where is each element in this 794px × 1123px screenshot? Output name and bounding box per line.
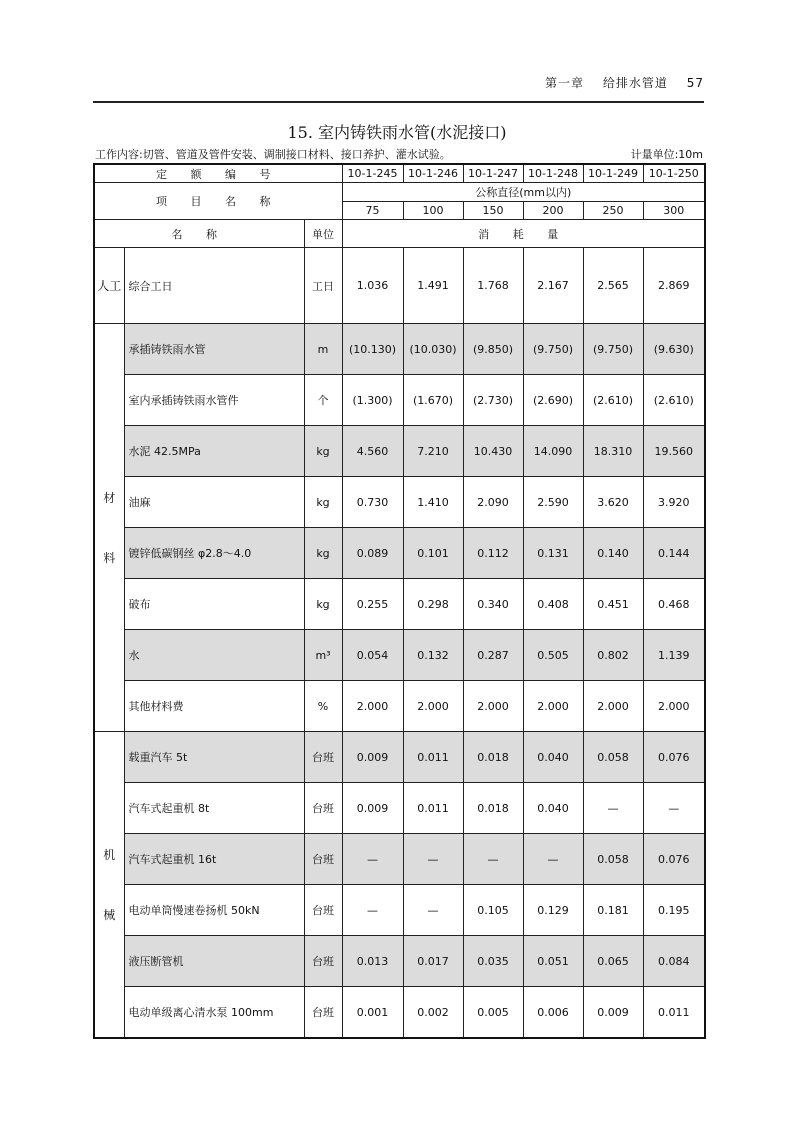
row-value: 0.144 bbox=[643, 528, 705, 579]
table-row bbox=[94, 477, 705, 528]
row-value: 0.255 bbox=[342, 579, 403, 630]
row-value: (9.850) bbox=[463, 324, 523, 375]
row-name: 载重汽车 5t bbox=[124, 732, 304, 783]
item-name-label: 项 目 名 称 bbox=[94, 183, 342, 220]
category-char: 械 bbox=[103, 907, 116, 922]
table-row bbox=[94, 630, 705, 681]
diameter-label: 公称直径(mm以内) bbox=[342, 183, 705, 202]
row-value: 0.006 bbox=[523, 987, 583, 1039]
row-value: (2.610) bbox=[643, 375, 705, 426]
row-value: (9.750) bbox=[583, 324, 643, 375]
row-unit: kg bbox=[304, 528, 342, 579]
row-value: 0.468 bbox=[643, 579, 705, 630]
quota-code: 10-1-249 bbox=[583, 164, 643, 183]
row-value: 0.287 bbox=[463, 630, 523, 681]
row-value: 0.065 bbox=[583, 936, 643, 987]
row-value: (2.610) bbox=[583, 375, 643, 426]
row-value: 0.011 bbox=[403, 732, 463, 783]
row-value: 2.090 bbox=[463, 477, 523, 528]
table-row bbox=[94, 732, 705, 783]
row-value: 2.167 bbox=[523, 248, 583, 324]
row-unit: 台班 bbox=[304, 732, 342, 783]
quota-code: 10-1-250 bbox=[643, 164, 705, 183]
row-name: 室内承插铸铁雨水管件 bbox=[124, 375, 304, 426]
row-value: 19.560 bbox=[643, 426, 705, 477]
row-value: 0.131 bbox=[523, 528, 583, 579]
row-name: 汽车式起重机 16t bbox=[124, 834, 304, 885]
row-name: 综合工日 bbox=[124, 248, 304, 324]
row-value: — bbox=[403, 834, 463, 885]
row-value: 0.802 bbox=[583, 630, 643, 681]
row-unit: % bbox=[304, 681, 342, 732]
table-row bbox=[94, 936, 705, 987]
row-value: 14.090 bbox=[523, 426, 583, 477]
row-name: 承插铸铁雨水管 bbox=[124, 324, 304, 375]
row-unit: 个 bbox=[304, 375, 342, 426]
row-value: — bbox=[643, 783, 705, 834]
row-value: 1.491 bbox=[403, 248, 463, 324]
row-value: 2.000 bbox=[583, 681, 643, 732]
row-value: 0.002 bbox=[403, 987, 463, 1039]
row-value: 0.001 bbox=[342, 987, 403, 1039]
row-value: (10.030) bbox=[403, 324, 463, 375]
row-value: 0.076 bbox=[643, 834, 705, 885]
row-value: (10.130) bbox=[342, 324, 403, 375]
row-value: 0.129 bbox=[523, 885, 583, 936]
row-unit: 工日 bbox=[304, 248, 342, 324]
table-row bbox=[94, 426, 705, 477]
table-row bbox=[94, 579, 705, 630]
row-value: 0.040 bbox=[523, 783, 583, 834]
table-row bbox=[94, 885, 705, 936]
row-value: 2.000 bbox=[403, 681, 463, 732]
row-value: — bbox=[523, 834, 583, 885]
diameter-value: 250 bbox=[583, 202, 643, 220]
row-unit: kg bbox=[304, 579, 342, 630]
row-value: — bbox=[342, 885, 403, 936]
row-value: 0.058 bbox=[583, 834, 643, 885]
row-value: 1.139 bbox=[643, 630, 705, 681]
row-value: 0.009 bbox=[583, 987, 643, 1039]
page-title: 15. 室内铸铁雨水管(水泥接口) bbox=[287, 123, 507, 142]
row-value: 1.410 bbox=[403, 477, 463, 528]
row-value: 2.000 bbox=[463, 681, 523, 732]
row-unit: m bbox=[304, 324, 342, 375]
row-value: (2.690) bbox=[523, 375, 583, 426]
work-content: 工作内容:切管、管道及管件安装、调制接口材料、接口养护、灌水试验。 bbox=[95, 148, 451, 161]
row-value: 0.018 bbox=[463, 732, 523, 783]
row-value: 0.408 bbox=[523, 579, 583, 630]
row-value: 0.017 bbox=[403, 936, 463, 987]
row-value: 0.084 bbox=[643, 936, 705, 987]
section-label: 给排水管道 bbox=[602, 76, 668, 90]
row-value: 0.105 bbox=[463, 885, 523, 936]
row-value: 0.018 bbox=[463, 783, 523, 834]
diameter-value: 150 bbox=[463, 202, 523, 220]
table-row bbox=[94, 248, 705, 324]
quota-code: 10-1-246 bbox=[403, 164, 463, 183]
row-value: (1.670) bbox=[403, 375, 463, 426]
row-value: 0.195 bbox=[643, 885, 705, 936]
row-value: 1.036 bbox=[342, 248, 403, 324]
row-name: 液压断管机 bbox=[124, 936, 304, 987]
row-value: 1.768 bbox=[463, 248, 523, 324]
row-name: 电动单级离心清水泵 100mm bbox=[124, 987, 304, 1039]
table-row bbox=[94, 987, 705, 1039]
diameter-value: 200 bbox=[523, 202, 583, 220]
page-header bbox=[531, 74, 704, 91]
row-value: 0.076 bbox=[643, 732, 705, 783]
name-header: 名 称 bbox=[94, 220, 304, 248]
row-value: 0.298 bbox=[403, 579, 463, 630]
row-value: 18.310 bbox=[583, 426, 643, 477]
row-value: 0.009 bbox=[342, 732, 403, 783]
row-value: 0.140 bbox=[583, 528, 643, 579]
diameter-value: 75 bbox=[342, 202, 403, 220]
quota-code: 10-1-247 bbox=[463, 164, 523, 183]
row-value: 0.011 bbox=[403, 783, 463, 834]
chapter-label: 第一章 bbox=[545, 76, 585, 90]
quota-number-label: 定 额 编 号 bbox=[94, 164, 342, 183]
row-value: 0.040 bbox=[523, 732, 583, 783]
row-value: (9.750) bbox=[523, 324, 583, 375]
row-value: 0.013 bbox=[342, 936, 403, 987]
row-value: 0.132 bbox=[403, 630, 463, 681]
row-value: 0.011 bbox=[643, 987, 705, 1039]
row-value: 2.590 bbox=[523, 477, 583, 528]
row-value: (9.630) bbox=[643, 324, 705, 375]
row-name: 汽车式起重机 8t bbox=[124, 783, 304, 834]
row-unit: kg bbox=[304, 477, 342, 528]
row-value: 4.560 bbox=[342, 426, 403, 477]
diameter-value: 100 bbox=[403, 202, 463, 220]
row-name: 水 bbox=[124, 630, 304, 681]
row-value: 2.000 bbox=[523, 681, 583, 732]
quota-code: 10-1-245 bbox=[342, 164, 403, 183]
row-name: 镀锌低碳钢丝 φ2.8～4.0 bbox=[124, 528, 304, 579]
row-value: 10.430 bbox=[463, 426, 523, 477]
row-unit: 台班 bbox=[304, 885, 342, 936]
row-value: 3.920 bbox=[643, 477, 705, 528]
row-unit: 台班 bbox=[304, 987, 342, 1039]
row-value: — bbox=[463, 834, 523, 885]
row-name: 其他材料费 bbox=[124, 681, 304, 732]
row-value: 0.054 bbox=[342, 630, 403, 681]
row-value: 0.730 bbox=[342, 477, 403, 528]
row-value: (1.300) bbox=[342, 375, 403, 426]
row-value: 0.089 bbox=[342, 528, 403, 579]
row-value: 7.210 bbox=[403, 426, 463, 477]
row-value: 2.565 bbox=[583, 248, 643, 324]
row-name: 油麻 bbox=[124, 477, 304, 528]
row-name: 破布 bbox=[124, 579, 304, 630]
quota-code: 10-1-248 bbox=[523, 164, 583, 183]
row-name: 水泥 42.5MPa bbox=[124, 426, 304, 477]
measure-unit: 计量单位:10m bbox=[630, 148, 703, 161]
header-rule bbox=[93, 101, 704, 103]
table-row bbox=[94, 324, 705, 375]
category-char: 材 bbox=[103, 490, 116, 505]
row-unit: m³ bbox=[304, 630, 342, 681]
row-value: 0.181 bbox=[583, 885, 643, 936]
row-value: 3.620 bbox=[583, 477, 643, 528]
row-value: 0.051 bbox=[523, 936, 583, 987]
category-machinery bbox=[94, 732, 124, 1039]
row-value: 0.035 bbox=[463, 936, 523, 987]
row-value: 0.009 bbox=[342, 783, 403, 834]
row-name: 电动单筒慢速卷扬机 50kN bbox=[124, 885, 304, 936]
row-value: — bbox=[342, 834, 403, 885]
row-value: (2.730) bbox=[463, 375, 523, 426]
row-value: 0.505 bbox=[523, 630, 583, 681]
row-value: 0.340 bbox=[463, 579, 523, 630]
row-value: 2.000 bbox=[342, 681, 403, 732]
category-materials bbox=[94, 324, 124, 732]
unit-header: 单位 bbox=[304, 220, 342, 248]
row-value: 2.869 bbox=[643, 248, 705, 324]
category-char: 料 bbox=[103, 550, 116, 565]
row-value: 0.112 bbox=[463, 528, 523, 579]
page-number: 57 bbox=[686, 76, 704, 90]
row-value: 0.101 bbox=[403, 528, 463, 579]
row-value: — bbox=[583, 783, 643, 834]
table-row bbox=[94, 834, 705, 885]
row-value: 0.451 bbox=[583, 579, 643, 630]
table-row bbox=[94, 783, 705, 834]
diameter-value: 300 bbox=[643, 202, 705, 220]
row-value: 0.005 bbox=[463, 987, 523, 1039]
category-labor: 人工 bbox=[94, 248, 124, 324]
row-value: 2.000 bbox=[643, 681, 705, 732]
consumption-header: 消 耗 量 bbox=[342, 220, 705, 248]
row-unit: kg bbox=[304, 426, 342, 477]
row-value: 0.058 bbox=[583, 732, 643, 783]
row-unit: 台班 bbox=[304, 783, 342, 834]
row-unit: 台班 bbox=[304, 834, 342, 885]
row-unit: 台班 bbox=[304, 936, 342, 987]
table-row bbox=[94, 528, 705, 579]
row-value: — bbox=[403, 885, 463, 936]
table-row bbox=[94, 375, 705, 426]
table-row bbox=[94, 681, 705, 732]
quota-table bbox=[93, 163, 706, 1039]
category-char: 机 bbox=[103, 847, 116, 862]
